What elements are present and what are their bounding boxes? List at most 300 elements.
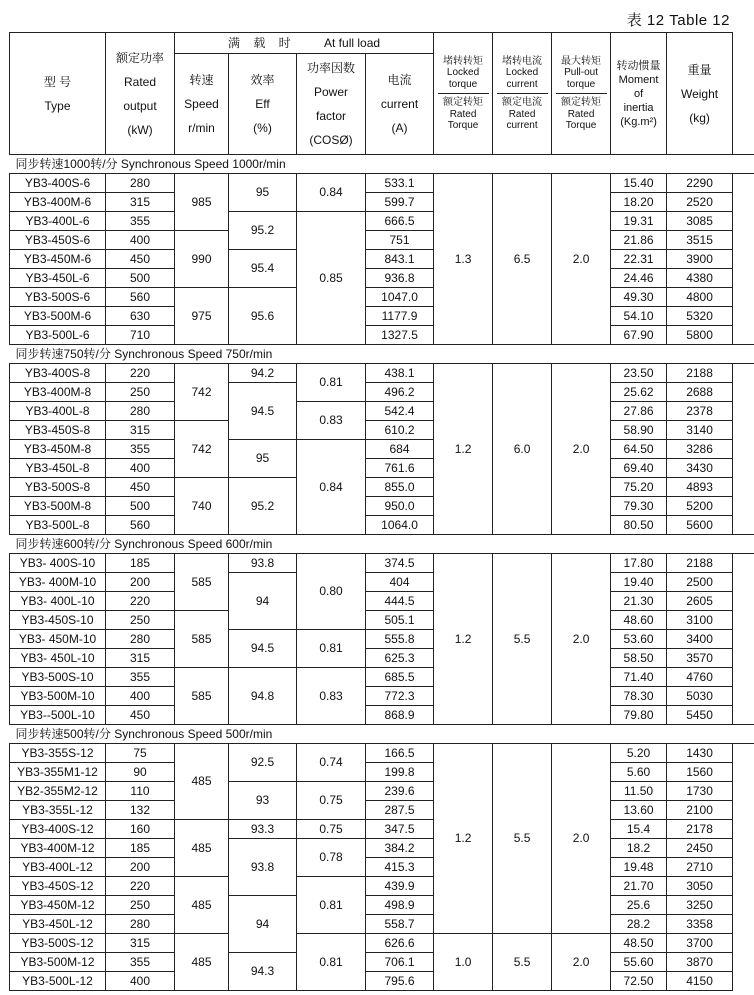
table-row: [10, 611, 754, 630]
cell-weight: 2605: [667, 592, 733, 611]
table-row: [10, 630, 754, 649]
table-row: [10, 649, 754, 668]
cell-type: YB2-355M2-12: [10, 782, 106, 801]
cell-current: 542.4: [366, 402, 434, 421]
table-row: [10, 820, 754, 839]
cell-weight: 5800: [667, 326, 733, 345]
cell-current: 415.3: [366, 858, 434, 877]
cell-weight: 3430: [667, 459, 733, 478]
cell-locked-torque-ratio: 1.0: [434, 934, 493, 991]
locked-torque-label: 堵转转矩 Locked torque: [443, 55, 484, 90]
table-row: [10, 877, 754, 896]
cell-power-factor: 0.81: [297, 934, 366, 991]
cell-current: 347.5: [366, 820, 434, 839]
cell-type: YB3- 450M-10: [10, 630, 106, 649]
cell-efficiency: 95.2: [229, 478, 297, 535]
cell-type: YB3-400M-8: [10, 383, 106, 402]
table-row: [10, 193, 754, 212]
table-row: [10, 953, 754, 972]
cell-inertia: 24.46: [611, 269, 667, 288]
cell-type: YB3-500M-12: [10, 953, 106, 972]
cell-current: 505.1: [366, 611, 434, 630]
cell-type: YB3-500M-6: [10, 307, 106, 326]
cell-rated-output: 185: [106, 839, 175, 858]
cell-speed: 740: [175, 478, 229, 535]
cell-locked-current-ratio: 5.5: [493, 934, 552, 991]
cell-inertia: 21.86: [611, 231, 667, 250]
cell-rated-output: 315: [106, 193, 175, 212]
cell-weight: 3085: [667, 212, 733, 231]
cell-weight: 2378: [667, 402, 733, 421]
cell-rated-output: 200: [106, 573, 175, 592]
cell-rated-output: 630: [106, 307, 175, 326]
cell-current: 772.3: [366, 687, 434, 706]
cell-efficiency: 92.5: [229, 744, 297, 782]
cell-speed: 485: [175, 877, 229, 934]
section-title: 同步转速1000转/分 Synchronous Speed 1000r/min: [10, 155, 754, 174]
table-row: [10, 250, 754, 269]
cell-inertia: 67.90: [611, 326, 667, 345]
cell-speed: 742: [175, 364, 229, 421]
cell-inertia: 79.80: [611, 706, 667, 725]
cell-type: YB3-500L-8: [10, 516, 106, 535]
header-efficiency: 效率 Eff (%): [229, 54, 297, 155]
cell-rated-output: 315: [106, 421, 175, 440]
table-row: [10, 440, 754, 459]
header-pullout-torque-ratio: [552, 33, 611, 155]
section-header-row: [10, 725, 754, 744]
table-row: [10, 478, 754, 497]
cell-type: YB3-500S-10: [10, 668, 106, 687]
cell-rated-output: 200: [106, 858, 175, 877]
cell-inertia: 17.80: [611, 554, 667, 573]
rated-current-label: 额定电流 Rated current: [502, 97, 543, 131]
cell-type: YB3-500M-8: [10, 497, 106, 516]
cell-type: YB3-500S-8: [10, 478, 106, 497]
cell-rated-output: 280: [106, 402, 175, 421]
cell-type: YB3-450S-10: [10, 611, 106, 630]
cell-current: 1327.5: [366, 326, 434, 345]
cell-power-factor: 0.81: [297, 877, 366, 934]
cell-locked-current-ratio: 6.0: [493, 364, 552, 535]
cell-weight: 3900: [667, 250, 733, 269]
table-row: [10, 972, 754, 991]
cell-power-factor: 0.81: [297, 630, 366, 668]
cell-weight: 5600: [667, 516, 733, 535]
cell-rated-output: 560: [106, 288, 175, 307]
cell-type: YB3- 400M-10: [10, 573, 106, 592]
cell-weight: 3140: [667, 421, 733, 440]
cell-inertia: 13.60: [611, 801, 667, 820]
header-locked-current-ratio: [493, 33, 552, 155]
cell-current: 751: [366, 231, 434, 250]
cell-weight: 3700: [667, 934, 733, 953]
cell-current: 855.0: [366, 478, 434, 497]
header-current: 电流 current (A): [366, 54, 434, 155]
cell-rated-output: 250: [106, 383, 175, 402]
cell-type: YB3-400S-12: [10, 820, 106, 839]
cell-inertia: 21.70: [611, 877, 667, 896]
cell-type: YB3-450M-6: [10, 250, 106, 269]
cell-rated-output: 500: [106, 497, 175, 516]
cell-current: 239.6: [366, 782, 434, 801]
cell-rated-output: 220: [106, 592, 175, 611]
cell-type: YB3-450M-12: [10, 896, 106, 915]
cell-weight: 3050: [667, 877, 733, 896]
cell-efficiency: 93.8: [229, 554, 297, 573]
cell-type: YB3-450M-8: [10, 440, 106, 459]
cell-current: 287.5: [366, 801, 434, 820]
cell-pullout-torque-ratio: 2.0: [552, 174, 611, 345]
cell-weight: 2688: [667, 383, 733, 402]
cell-weight: 5450: [667, 706, 733, 725]
cell-power-factor: 0.81: [297, 364, 366, 402]
section-header-row: [10, 345, 754, 364]
cell-inertia: 25.62: [611, 383, 667, 402]
table-row: [10, 421, 754, 440]
cell-weight: 2500: [667, 573, 733, 592]
cell-rated-output: 500: [106, 269, 175, 288]
table-row: [10, 497, 754, 516]
cell-pullout-torque-ratio: 2.0: [552, 744, 611, 934]
cell-rated-output: 400: [106, 231, 175, 250]
cell-inertia: 28.2: [611, 915, 667, 934]
cell-inertia: 5.20: [611, 744, 667, 763]
cell-inertia: 79.30: [611, 497, 667, 516]
table-row: [10, 763, 754, 782]
cell-power-factor: 0.84: [297, 440, 366, 535]
cell-type: YB3-400L-12: [10, 858, 106, 877]
cell-efficiency: 94.5: [229, 383, 297, 440]
cell-type: YB3-450L-12: [10, 915, 106, 934]
cell-efficiency: 95: [229, 440, 297, 478]
cell-current: 444.5: [366, 592, 434, 611]
cell-type: YB3-450S-8: [10, 421, 106, 440]
section-title: 同步转速500转/分 Synchronous Speed 500r/min: [10, 725, 754, 744]
cell-weight: 4893: [667, 478, 733, 497]
cell-weight: 1560: [667, 763, 733, 782]
table-row: [10, 668, 754, 687]
cell-current: 685.5: [366, 668, 434, 687]
cell-locked-torque-ratio: 1.2: [434, 744, 493, 934]
cell-rated-output: 250: [106, 611, 175, 630]
cell-inertia: 75.20: [611, 478, 667, 497]
locked-current-label: 堵转电流 Locked current: [502, 55, 543, 90]
header-weight: 重量 Weight (kg): [667, 33, 733, 155]
cell-rated-output: 710: [106, 326, 175, 345]
cell-current: 706.1: [366, 953, 434, 972]
cell-current: 843.1: [366, 250, 434, 269]
cell-locked-current-ratio: 5.5: [493, 744, 552, 934]
cell-type: YB3-355S-12: [10, 744, 106, 763]
cell-current: 555.8: [366, 630, 434, 649]
cell-type: YB3-400M-6: [10, 193, 106, 212]
cell-weight: 3286: [667, 440, 733, 459]
section-title: 同步转速750转/分 Synchronous Speed 750r/min: [10, 345, 754, 364]
cell-weight: 4380: [667, 269, 733, 288]
cell-rated-output: 315: [106, 649, 175, 668]
cell-speed: 985: [175, 174, 229, 231]
cell-type: YB3-500L-12: [10, 972, 106, 991]
section-title: 同步转速600转/分 Synchronous Speed 600r/min: [10, 535, 754, 554]
cell-current: 761.6: [366, 459, 434, 478]
cell-rated-output: 400: [106, 459, 175, 478]
section-header-row: [10, 535, 754, 554]
pullout-torque-label: 最大转矩 Pull-out torque: [561, 55, 602, 90]
cell-current: 384.2: [366, 839, 434, 858]
cell-inertia: 58.90: [611, 421, 667, 440]
cell-type: YB3-450L-6: [10, 269, 106, 288]
cell-rated-output: 185: [106, 554, 175, 573]
cell-inertia: 53.60: [611, 630, 667, 649]
table-body: [10, 155, 754, 991]
table-row: [10, 744, 754, 763]
cell-speed: 585: [175, 668, 229, 725]
cell-power-factor: 0.84: [297, 174, 366, 212]
table-row: [10, 839, 754, 858]
cell-efficiency: 95.4: [229, 250, 297, 288]
cell-inertia: 54.10: [611, 307, 667, 326]
header-type: 型 号 Type: [10, 33, 106, 155]
table-row: [10, 174, 754, 193]
cell-current: 438.1: [366, 364, 434, 383]
cell-weight: 3515: [667, 231, 733, 250]
table-row: [10, 573, 754, 592]
cell-locked-torque-ratio: 1.2: [434, 364, 493, 535]
cell-type: YB3-450L-8: [10, 459, 106, 478]
cell-rated-output: 75: [106, 744, 175, 763]
cell-weight: 5320: [667, 307, 733, 326]
cell-weight: 2520: [667, 193, 733, 212]
table-row: [10, 687, 754, 706]
table-row: [10, 516, 754, 535]
cell-locked-torque-ratio: 1.2: [434, 554, 493, 725]
cell-rated-output: 560: [106, 516, 175, 535]
cell-current: 496.2: [366, 383, 434, 402]
cell-current: 166.5: [366, 744, 434, 763]
cell-weight: 4150: [667, 972, 733, 991]
cell-inertia: 80.50: [611, 516, 667, 535]
cell-type: YB3- 400S-10: [10, 554, 106, 573]
table-row: [10, 288, 754, 307]
cell-efficiency: 94.3: [229, 953, 297, 991]
cell-inertia: 69.40: [611, 459, 667, 478]
cell-type: YB3-500M-10: [10, 687, 106, 706]
cell-speed: 485: [175, 744, 229, 820]
cell-speed: 485: [175, 820, 229, 877]
table-row: [10, 383, 754, 402]
cell-speed: 585: [175, 554, 229, 611]
cell-weight: 3250: [667, 896, 733, 915]
cell-type: YB3-355M1-12: [10, 763, 106, 782]
cell-power-factor: 0.80: [297, 554, 366, 630]
cell-weight: 1730: [667, 782, 733, 801]
cell-inertia: 48.60: [611, 611, 667, 630]
cell-current: 936.8: [366, 269, 434, 288]
table-row: [10, 896, 754, 915]
cell-inertia: 27.86: [611, 402, 667, 421]
cell-inertia: 5.60: [611, 763, 667, 782]
cell-speed: 990: [175, 231, 229, 288]
cell-weight: 4800: [667, 288, 733, 307]
cell-efficiency: 93.8: [229, 839, 297, 896]
cell-current: 868.9: [366, 706, 434, 725]
table-row: [10, 858, 754, 877]
cell-current: 558.7: [366, 915, 434, 934]
cell-speed: 585: [175, 611, 229, 668]
cell-rated-output: 90: [106, 763, 175, 782]
pullout-rated-torque-label: 额定转矩 Rated Torque: [561, 97, 602, 131]
cell-type: YB3-450S-6: [10, 231, 106, 250]
cell-weight: 3358: [667, 915, 733, 934]
cell-inertia: 49.30: [611, 288, 667, 307]
cell-weight: 1430: [667, 744, 733, 763]
cell-inertia: 78.30: [611, 687, 667, 706]
cell-current: 533.1: [366, 174, 434, 193]
cell-inertia: 19.40: [611, 573, 667, 592]
cell-pullout-torque-ratio: 2.0: [552, 364, 611, 535]
cell-current: 599.7: [366, 193, 434, 212]
cell-rated-output: 355: [106, 953, 175, 972]
table-row: [10, 459, 754, 478]
cell-efficiency: 95.6: [229, 288, 297, 345]
table-row: [10, 307, 754, 326]
cell-inertia: 48.50: [611, 934, 667, 953]
cell-power-factor: 0.85: [297, 212, 366, 345]
table-caption: 表 12 Table 12: [626, 12, 730, 29]
cell-type: YB3-500L-6: [10, 326, 106, 345]
table-row: [10, 592, 754, 611]
cell-weight: 2290: [667, 174, 733, 193]
table-row: [10, 706, 754, 725]
cell-inertia: 58.50: [611, 649, 667, 668]
cell-weight: 2188: [667, 364, 733, 383]
cell-inertia: 22.31: [611, 250, 667, 269]
cell-inertia: 55.60: [611, 953, 667, 972]
header-full-load: 满 载 时 At full load: [175, 33, 434, 54]
cell-weight: 2188: [667, 554, 733, 573]
cell-speed: 742: [175, 421, 229, 478]
cell-current: 1047.0: [366, 288, 434, 307]
cell-weight: 5030: [667, 687, 733, 706]
cell-inertia: 19.48: [611, 858, 667, 877]
cell-power-factor: 0.78: [297, 839, 366, 877]
cell-current: 610.2: [366, 421, 434, 440]
cell-current: 666.5: [366, 212, 434, 231]
cell-current: 498.9: [366, 896, 434, 915]
header-speed: 转速 Speed r/min: [175, 54, 229, 155]
table-row: [10, 269, 754, 288]
cell-efficiency: 93.3: [229, 820, 297, 839]
header-inertia: 转动惯量 Moment of inertia (Kg.m²): [611, 33, 667, 155]
rated-torque-label: 额定转矩 Rated Torque: [443, 97, 484, 131]
cell-inertia: 11.50: [611, 782, 667, 801]
cell-power-factor: 0.74: [297, 744, 366, 782]
cell-rated-output: 400: [106, 972, 175, 991]
cell-rated-output: 450: [106, 706, 175, 725]
cell-weight: 3870: [667, 953, 733, 972]
table-row: [10, 212, 754, 231]
table-row: [10, 402, 754, 421]
cell-type: YB3-400L-8: [10, 402, 106, 421]
cell-efficiency: 94.5: [229, 630, 297, 668]
cell-type: YB3- 450L-10: [10, 649, 106, 668]
cell-inertia: 15.4: [611, 820, 667, 839]
cell-rated-output: 110: [106, 782, 175, 801]
cell-weight: 4760: [667, 668, 733, 687]
cell-current: 684: [366, 440, 434, 459]
cell-rated-output: 450: [106, 250, 175, 269]
cell-efficiency: 94: [229, 573, 297, 630]
cell-rated-output: 220: [106, 364, 175, 383]
cell-type: YB3-500S-6: [10, 288, 106, 307]
cell-inertia: 18.20: [611, 193, 667, 212]
table-row: [10, 364, 754, 383]
header-power-factor: 功率因数 Power factor (COSØ): [297, 54, 366, 155]
cell-type: YB3-400S-6: [10, 174, 106, 193]
table-row: [10, 326, 754, 345]
cell-current: 374.5: [366, 554, 434, 573]
table-row: [10, 915, 754, 934]
cell-efficiency: 93: [229, 782, 297, 820]
cell-type: YB3-400M-12: [10, 839, 106, 858]
table-row: [10, 801, 754, 820]
table-row: [10, 934, 754, 953]
cell-locked-current-ratio: 5.5: [493, 554, 552, 725]
cell-inertia: 71.40: [611, 668, 667, 687]
cell-rated-output: 355: [106, 440, 175, 459]
table-row: [10, 231, 754, 250]
cell-type: YB3--500L-10: [10, 706, 106, 725]
cell-rated-output: 280: [106, 174, 175, 193]
cell-rated-output: 250: [106, 896, 175, 915]
cell-efficiency: 94.2: [229, 364, 297, 383]
cell-weight: 2450: [667, 839, 733, 858]
cell-inertia: 18.2: [611, 839, 667, 858]
cell-power-factor: 0.75: [297, 820, 366, 839]
cell-type: YB3-400L-6: [10, 212, 106, 231]
cell-rated-output: 280: [106, 630, 175, 649]
cell-type: YB3-400S-8: [10, 364, 106, 383]
cell-rated-output: 280: [106, 915, 175, 934]
cell-inertia: 25.6: [611, 896, 667, 915]
cell-rated-output: 315: [106, 934, 175, 953]
cell-inertia: 19.31: [611, 212, 667, 231]
cell-current: 795.6: [366, 972, 434, 991]
cell-type: YB3-500S-12: [10, 934, 106, 953]
cell-inertia: 15.40: [611, 174, 667, 193]
cell-rated-output: 160: [106, 820, 175, 839]
cell-weight: 3100: [667, 611, 733, 630]
header-locked-torque-ratio: [434, 33, 493, 155]
cell-type: YB3-450S-12: [10, 877, 106, 896]
cell-current: 625.3: [366, 649, 434, 668]
cell-locked-torque-ratio: 1.3: [434, 174, 493, 345]
cell-speed: 485: [175, 934, 229, 991]
cell-power-factor: 0.83: [297, 668, 366, 725]
cell-weight: 2178: [667, 820, 733, 839]
cell-weight: 5200: [667, 497, 733, 516]
cell-inertia: 21.30: [611, 592, 667, 611]
cell-inertia: 23.50: [611, 364, 667, 383]
cell-power-factor: 0.75: [297, 782, 366, 820]
motor-spec-table: [9, 32, 754, 991]
cell-rated-output: 400: [106, 687, 175, 706]
cell-pullout-torque-ratio: 2.0: [552, 934, 611, 991]
cell-efficiency: 94: [229, 896, 297, 953]
cell-locked-current-ratio: 6.5: [493, 174, 552, 345]
cell-rated-output: 132: [106, 801, 175, 820]
